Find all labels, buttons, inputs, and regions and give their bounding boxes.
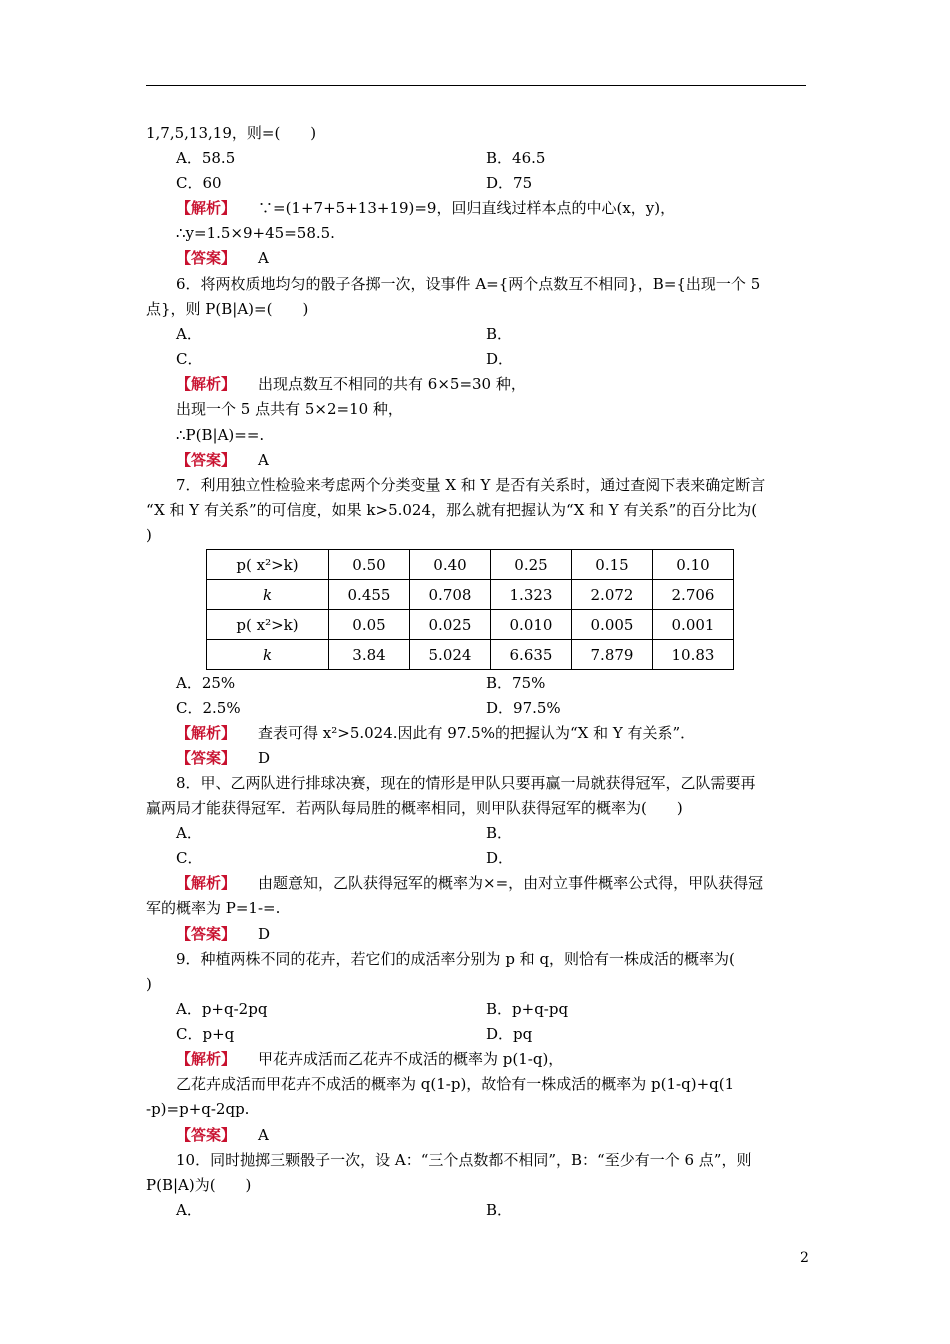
table-row — [207, 640, 734, 670]
q8-analysis-line2: 军的概率为 P=1-=. — [146, 899, 281, 917]
analysis-label: 【解析】 — [176, 724, 237, 742]
table-row — [207, 550, 734, 580]
table-cell: 0.25 — [491, 550, 572, 580]
q9-analysis — [176, 1052, 563, 1067]
q8-answer — [176, 927, 270, 942]
q9-option-d: D．pq — [486, 1025, 533, 1043]
q6-answer — [176, 453, 269, 468]
q8-stem-line1: 8．甲、乙两队进行排球决赛，现在的情形是甲队只要再赢一局就获得冠军，乙队需要再 — [176, 774, 756, 792]
q6-option-c: C． — [176, 350, 203, 368]
q6-option-a: A． — [176, 325, 202, 343]
q6-analysis — [176, 377, 526, 392]
table-cell: p( x²>k) — [207, 550, 329, 580]
table-cell: 2.072 — [572, 580, 653, 610]
q5-option-b: B．46.5 — [486, 149, 546, 167]
page-number: 2 — [800, 1250, 809, 1266]
table-cell: 0.455 — [329, 580, 410, 610]
q7-stem-line2: “X 和 Y 有关系”的可信度，如果 k>5.024，那么就有把握认为“X 和 Y 有关系”的百分比为( — [146, 501, 758, 519]
header-rule — [146, 85, 806, 86]
q7-option-a: A．25% — [176, 674, 236, 692]
q7-analysis — [176, 726, 695, 741]
q7-option-b: B．75% — [486, 674, 546, 692]
table-cell: 1.323 — [491, 580, 572, 610]
table-cell: 0.50 — [329, 550, 410, 580]
q5-answer-value: A — [258, 249, 269, 267]
table-cell: 0.708 — [410, 580, 491, 610]
q6-option-d: D． — [486, 350, 514, 368]
table-cell: 5.024 — [410, 640, 491, 670]
q5-analysis — [176, 201, 675, 216]
table-cell: 0.010 — [491, 610, 572, 640]
table-cell: 0.10 — [653, 550, 734, 580]
q6-answer-value: A — [258, 451, 269, 469]
table-cell: 0.15 — [572, 550, 653, 580]
q6-analysis-line3: ∴P(B|A)==. — [176, 426, 265, 444]
table-row — [207, 580, 734, 610]
q8-stem-line2: 赢两局才能获得冠军．若两队每局胜的概率相同，则甲队获得冠军的概率为( ) — [146, 799, 683, 817]
analysis-label: 【解析】 — [176, 874, 237, 892]
q10-option-b: B． — [486, 1201, 513, 1219]
analysis-label: 【解析】 — [176, 375, 237, 393]
q8-answer-value: D — [258, 925, 271, 943]
q10-stem-line2: P(B|A)为( ) — [146, 1176, 252, 1194]
table-cell: 3.84 — [329, 640, 410, 670]
q8-option-d: D． — [486, 849, 514, 867]
answer-label: 【答案】 — [176, 925, 237, 943]
q5-analysis-line2: ∴y=1.5×9+45=58.5. — [176, 224, 335, 242]
q7-answer-value: D — [258, 749, 271, 767]
q9-analysis-text: 甲花卉成活而乙花卉不成活的概率为 p(1-q)， — [258, 1050, 564, 1068]
q5-option-a: A．58.5 — [176, 149, 236, 167]
analysis-label: 【解析】 — [176, 1050, 237, 1068]
q8-analysis — [176, 876, 763, 891]
table-cell: k — [207, 580, 329, 610]
q8-option-a: A． — [176, 824, 202, 842]
q5-stem: 1,7,5,13,19，则=( ) — [146, 124, 317, 142]
answer-label: 【答案】 — [176, 1126, 237, 1144]
q7-stem-line1: 7．利用独立性检验来考虑两个分类变量 X 和 Y 是否有关系时，通过查阅下表来确定断言 — [176, 476, 766, 494]
q7-analysis-text: 查表可得 x²>5.024.因此有 97.5%的把握认为“X 和 Y 有关系”． — [258, 724, 696, 742]
q8-option-b: B． — [486, 824, 513, 842]
table-cell: k — [207, 640, 329, 670]
q6-analysis-line2: 出现一个 5 点共有 5×2=10 种， — [176, 400, 403, 418]
table-cell: 6.635 — [491, 640, 572, 670]
table-cell: 10.83 — [653, 640, 734, 670]
q7-stem-line3: ) — [146, 526, 152, 544]
table-cell: p( x²>k) — [207, 610, 329, 640]
q6-analysis-text: 出现点数互不相同的共有 6×5=30 种， — [258, 375, 526, 393]
q9-answer-value: A — [258, 1126, 269, 1144]
q9-stem-line2: ) — [146, 975, 152, 993]
table-cell: 0.001 — [653, 610, 734, 640]
q10-option-a: A． — [176, 1201, 202, 1219]
q9-analysis-line2: 乙花卉成活而甲花卉不成活的概率为 q(1-p)，故恰有一株成活的概率为 p(1-q)+q(1 — [176, 1075, 735, 1093]
table-row — [207, 610, 734, 640]
q7-option-d: D．97.5% — [486, 699, 561, 717]
q9-stem-line1: 9．种植两株不同的花卉，若它们的成活率分别为 p 和 q，则恰有一株成活的概率为( — [176, 950, 735, 968]
answer-label: 【答案】 — [176, 749, 237, 767]
critical-value-table — [206, 549, 734, 670]
q10-stem-line1: 10．同时抛掷三颗骰子一次，设 A：“三个点数都不相同”，B：“至少有一个 6 点”，则 — [176, 1151, 752, 1169]
table-cell: 0.005 — [572, 610, 653, 640]
answer-label: 【答案】 — [176, 249, 237, 267]
q7-option-c: C．2.5% — [176, 699, 241, 717]
q9-option-c: C．p+q — [176, 1025, 235, 1043]
q7-answer — [176, 751, 270, 766]
table-cell: 0.40 — [410, 550, 491, 580]
q8-option-c: C． — [176, 849, 203, 867]
q9-answer — [176, 1128, 269, 1143]
table-cell: 7.879 — [572, 640, 653, 670]
q6-stem-line2: 点}，则 P(B|A)=( ) — [146, 300, 309, 318]
q9-option-a: A．p+q-2pq — [176, 1000, 268, 1018]
q5-option-c: C．60 — [176, 174, 222, 192]
table-cell: 0.05 — [329, 610, 410, 640]
analysis-label: 【解析】 — [176, 199, 237, 217]
q5-analysis-text: ∵=(1+7+5+13+19)=9，回归直线过样本点的中心(x，y)， — [258, 199, 676, 217]
table-cell: 0.025 — [410, 610, 491, 640]
q8-analysis-text: 由题意知，乙队获得冠军的概率为×=，由对立事件概率公式得，甲队获得冠 — [258, 874, 764, 892]
table-cell: 2.706 — [653, 580, 734, 610]
q6-stem-line1: 6．将两枚质地均匀的骰子各掷一次，设事件 A={两个点数互不相同}，B={出现一个 5 — [176, 275, 761, 293]
q9-option-b: B．p+q-pq — [486, 1000, 569, 1018]
q5-answer — [176, 251, 269, 266]
q6-option-b: B． — [486, 325, 513, 343]
q5-option-d: D．75 — [486, 174, 533, 192]
q9-analysis-line3: -p)=p+q-2qp. — [146, 1100, 250, 1118]
answer-label: 【答案】 — [176, 451, 237, 469]
